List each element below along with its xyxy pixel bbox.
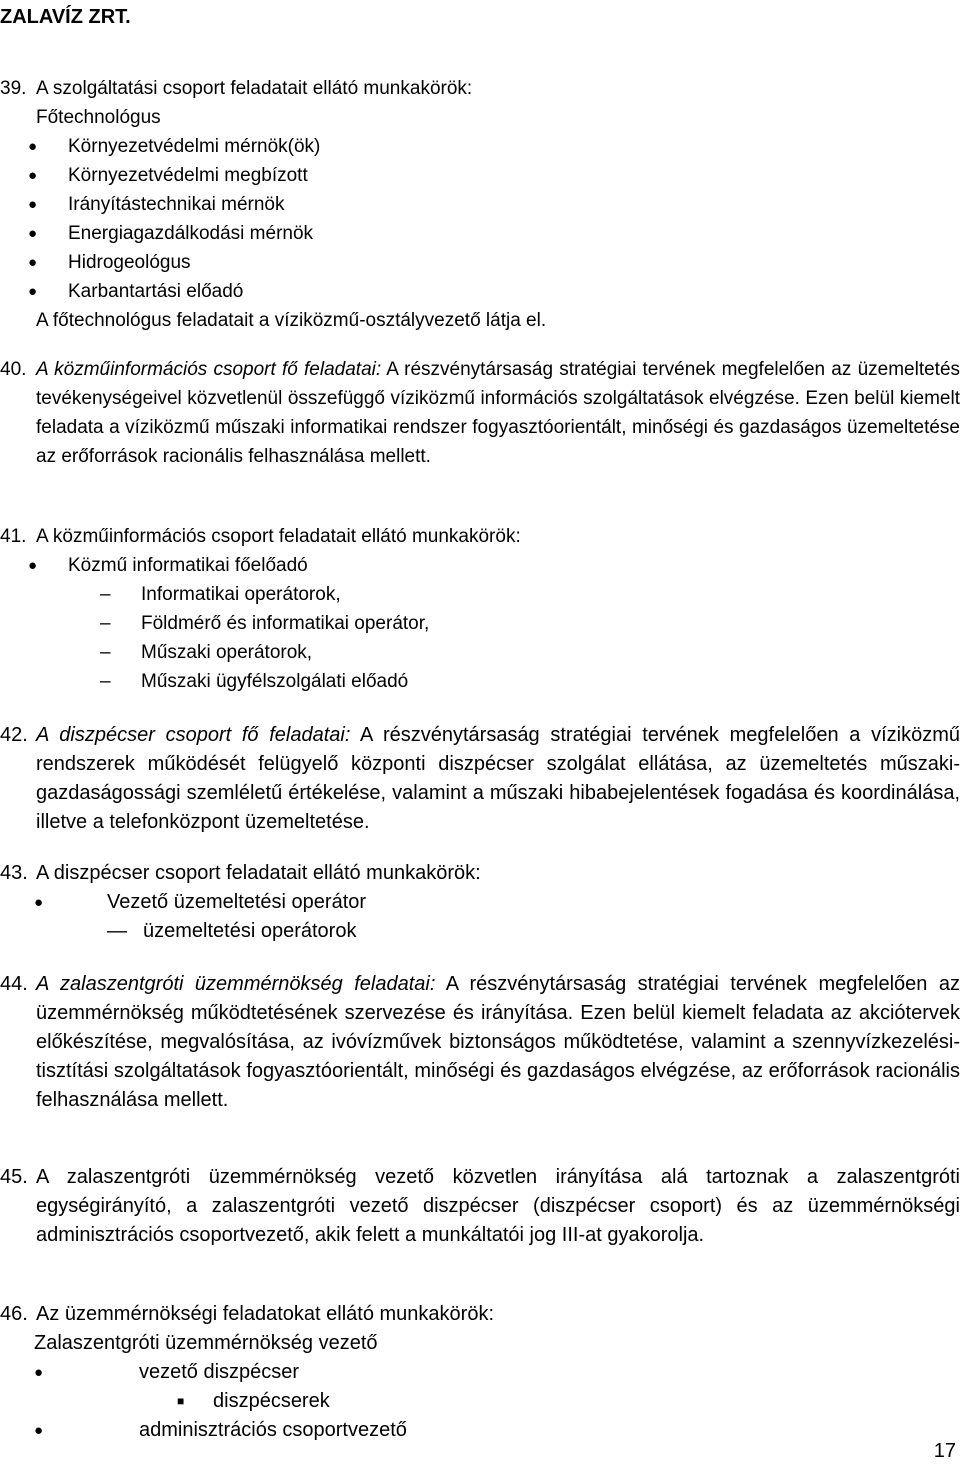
- section-46: [0, 1300, 960, 1445]
- section-39: [0, 74, 960, 335]
- section-number: 45.: [0, 1166, 28, 1188]
- page-number: 17: [933, 1440, 956, 1462]
- sub-list-item: ■ diszpécserek: [36, 1387, 960, 1416]
- dash-icon: –: [100, 642, 111, 663]
- section-42: [0, 721, 960, 837]
- sub-list-item: – Földmérő és informatikai operátor,: [36, 609, 960, 638]
- section-title: A közműinformációs csoport feladatait ellátó munkakörök:: [36, 526, 521, 547]
- square-bullet-icon: ■: [177, 1394, 185, 1408]
- bullet-icon: ●: [28, 138, 38, 155]
- section-lead: A diszpécser csoport fő feladatai:: [36, 724, 351, 746]
- bullet-icon: ●: [28, 167, 38, 184]
- list-item: ● Energiagazdálkodási mérnök: [36, 219, 960, 248]
- section-number: 44.: [0, 973, 28, 995]
- bullet-icon: ●: [28, 557, 38, 574]
- section-paragraph: [36, 970, 960, 1115]
- dash-icon: —: [107, 920, 127, 942]
- section-note: A főtechnológus feladatait a víziközmű-osztályvezető látja el.: [36, 310, 547, 331]
- section-lead: A közműinformációs csoport fő feladatai:: [36, 359, 382, 380]
- section-40: [0, 355, 960, 471]
- section-number: 43.: [0, 862, 28, 884]
- list-item: ● Irányítástechnikai mérnök: [36, 190, 960, 219]
- section-number: 39.: [0, 78, 27, 99]
- section-44: [0, 970, 960, 1115]
- company-header: ZALAVÍZ ZRT.: [0, 6, 131, 28]
- sub-list-item: – Műszaki ügyfélszolgálati előadó: [36, 667, 960, 696]
- section-number: 41.: [0, 526, 27, 547]
- section-number: 40.: [0, 359, 27, 380]
- bullet-icon: ●: [28, 283, 38, 300]
- section-lead: A zalaszentgróti üzemmérnökség feladatai:: [36, 973, 436, 995]
- section-43: [0, 859, 960, 946]
- sub-list-item: — üzemeltetési operátorok: [36, 917, 960, 946]
- section-41: [0, 522, 960, 696]
- section-title: Az üzemmérnökségi feladatokat ellátó munkakörök:: [36, 1303, 495, 1325]
- section-paragraph: [36, 355, 960, 471]
- bullet-icon: ●: [34, 1364, 44, 1381]
- bullet-icon: ●: [34, 894, 44, 911]
- section-paragraph: [36, 721, 960, 837]
- dash-icon: –: [100, 671, 111, 692]
- dash-icon: –: [100, 613, 111, 634]
- list-item: ● Hidrogeológus: [36, 248, 960, 277]
- list-item: ● adminisztrációs csoportvezető: [36, 1416, 960, 1445]
- section-45: [0, 1163, 960, 1250]
- role-head: Főtechnológus: [36, 107, 161, 128]
- sub-list-item: – Informatikai operátorok,: [36, 580, 960, 609]
- role-head: Zalaszentgróti üzemmérnökség vezető: [34, 1332, 378, 1354]
- bullet-icon: ●: [28, 196, 38, 213]
- bullet-icon: ●: [28, 225, 38, 242]
- section-text: A részvénytársaság stratégiai tervének megfelelően a víziközmű rendszerek működését felügyelő központi diszpécser szolgálat ellátása, az üzemeltetés műszaki-gazdaságossági szemléletű értékelése, valamint a műszaki hibabejelentések fogadása és koordinálása, illetve a telefonközpont üzemeltetése.: [36, 724, 960, 833]
- bullet-icon: ●: [28, 254, 38, 271]
- section-number: 46.: [0, 1303, 28, 1325]
- sub-list-item: – Műszaki operátorok,: [36, 638, 960, 667]
- bullet-icon: ●: [34, 1422, 44, 1439]
- list-item: ● Vezető üzemeltetési operátor: [36, 888, 960, 917]
- section-title: A szolgáltatási csoport feladatait ellátó munkakörök:: [36, 78, 473, 99]
- list-item: ● Közmű informatikai főelőadó: [36, 551, 960, 580]
- dash-icon: –: [100, 584, 111, 605]
- list-item: ● Környezetvédelmi megbízott: [36, 161, 960, 190]
- list-item: ● Karbantartási előadó: [36, 277, 960, 306]
- section-text: A részvénytársaság stratégiai tervének megfelelően az üzemeltetés tevékenységeivel közvetlenül összefüggő víziközmű információs szolgáltatások elvégzése. Ezen belül kiemelt feladata a víziközmű műszaki informatikai rendszer fogyasztóorientált, minőségi és gazdaságos üzemeltetése az erőforrások racionális felhasználása mellett.: [36, 359, 960, 467]
- section-text: A részvénytársaság stratégiai tervének megfelelően az üzemmérnökség működtetésének szervezése és irányítása. Ezen belül kiemelt feladata az akciótervek előkészítése, megvalósítása, az ivóvízművek biztonságos működtetése, valamint a szennyvízkezelési-tisztítási szolgáltatások fogyasztóorientált, minőségi és gazdaságos elvégzése, az erőforrások racionális felhasználása mellett.: [36, 973, 960, 1111]
- list-item: ● vezető diszpécser: [36, 1358, 960, 1387]
- section-title: A diszpécser csoport feladatait ellátó munkakörök:: [36, 862, 481, 884]
- section-number: 42.: [0, 724, 28, 746]
- section-paragraph: A zalaszentgróti üzemmérnökség vezető közvetlen irányítása alá tartoznak a zalaszentgróti egységirányító, a zalaszentgróti vezető diszpécser (diszpécser csoport) és az üzemmérnökségi adminisztrációs csoportvezető, akik felett a munkáltatói jog III-at gyakorolja.: [36, 1166, 960, 1246]
- list-item: ● Környezetvédelmi mérnök(ök): [36, 132, 960, 161]
